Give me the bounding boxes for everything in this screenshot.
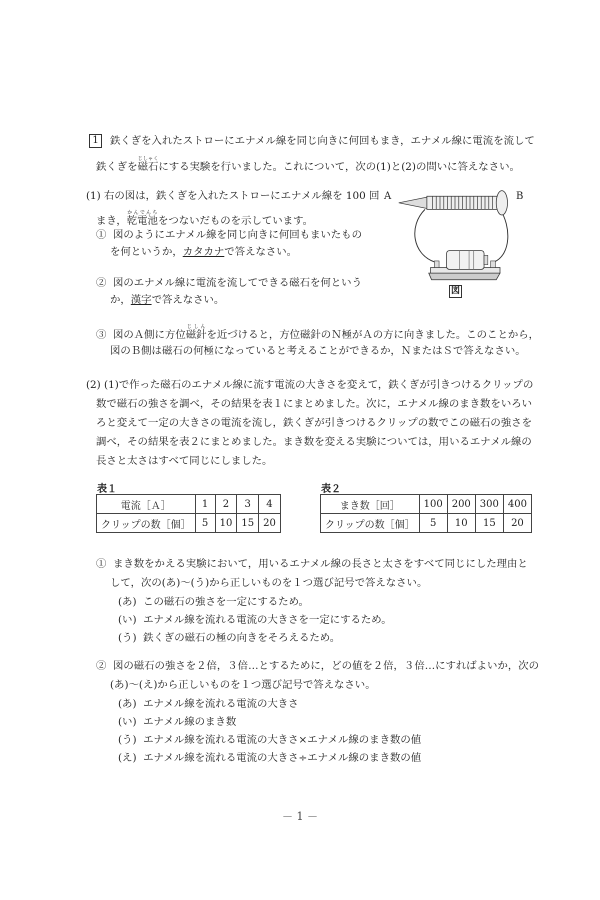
part2-text-5: 長さと太さはすべて同じにしました。 (96, 455, 273, 467)
table-cell: 15 (475, 514, 503, 533)
choice-label: (う) (118, 734, 137, 746)
nail-tip (399, 197, 427, 208)
q2-text-2b: で答えなさい。 (151, 294, 225, 306)
table-header: まき数［回］ (321, 495, 420, 514)
table-row (97, 514, 281, 533)
table-cell: 10 (447, 514, 475, 533)
part1-q3-line1 (96, 324, 539, 342)
ruby-kandenchi (126, 210, 158, 227)
q3-text-1b: を近づけると，方位磁針のＮ極がＡの方に向きました。このことから， (206, 329, 540, 341)
q1-text-2b: で答えなさい。 (224, 246, 298, 258)
part2-line1 (86, 378, 533, 392)
choice-item (118, 715, 236, 729)
table1 (96, 494, 281, 533)
part1-q2-line2 (110, 293, 224, 307)
p2q1-text-1: まき数をかえる実験において，用いるエナメル線の長さと太さをすべて同じにした理由と (113, 558, 528, 570)
part2-text-1: (1)で作った磁石のエナメル線に流す電流の大きさを変えて，鉄くぎが引きつけるクリップの (104, 379, 534, 391)
choice-label: (あ) (118, 596, 137, 608)
choice-label: (あ) (118, 698, 137, 710)
part2-q2-line2 (110, 678, 376, 692)
table2 (320, 494, 532, 533)
part2-line4 (96, 435, 532, 449)
q1-mark: ① (96, 229, 107, 241)
table-cell: 20 (259, 514, 281, 533)
question-number-box: 1 (89, 134, 102, 148)
underline-katakana: カタカナ (182, 246, 225, 258)
table-cell: 3 (237, 495, 259, 514)
electromagnet-figure (380, 185, 530, 305)
table-cell: 4 (259, 495, 281, 514)
terminal-left (434, 261, 439, 268)
q1-mark: ① (96, 558, 107, 570)
table-cell: 100 (419, 495, 447, 514)
part1-text-2a: まき， (96, 215, 127, 227)
table-cell: 300 (475, 495, 503, 514)
table-row (97, 495, 281, 514)
ruby-text: じしゃく (137, 156, 159, 162)
q1-text-2a: を何というか， (110, 246, 183, 258)
q3-text-2: 図のＢ側は磁石の何極になっていると考えることができるか，ＮまたはＳで答えなさい。 (110, 345, 526, 357)
choice-label: (い) (118, 614, 137, 626)
underline-kanji: 漢字 (130, 294, 152, 306)
ruby-text: かんでんち (126, 210, 158, 216)
choice-label: (う) (118, 632, 137, 644)
ruby-text: じしん (185, 324, 207, 330)
ruby-base: 磁針 (185, 329, 207, 341)
choice-text: エナメル線のまき数 (143, 716, 237, 728)
figure-caption: 図 (451, 286, 461, 296)
table-cell: 1 (195, 495, 215, 514)
q2-text-2a: か， (110, 294, 131, 306)
part2-label: (2) (86, 379, 101, 391)
part1-q3-line2 (110, 344, 526, 358)
part1-q1-line2 (110, 245, 297, 259)
q3-text-1a: 図のＡ側に方位 (113, 329, 186, 341)
p2q1-text-2: して，次の(あ)～(う)から正しいものを１つ選び記号で答えなさい。 (110, 577, 428, 589)
choice-text: エナメル線を流れる電流の大きさ (143, 698, 299, 710)
part2-line3 (96, 416, 532, 430)
part1-q2-line1 (96, 276, 362, 290)
part1-label: (1) (86, 190, 101, 202)
choice-text: 鉄くぎの磁石の極の向きをそろえるため。 (143, 632, 341, 644)
table-cell: 5 (195, 514, 215, 533)
choice-text: この磁石の強さを一定にするため。 (143, 596, 309, 608)
choice-item (118, 595, 309, 609)
ruby-jishaku (137, 156, 159, 173)
table1-caption: 表１ (97, 484, 117, 495)
table2-caption: 表２ (321, 484, 341, 495)
wire-right (494, 209, 507, 262)
choice-item (118, 751, 421, 765)
part2-text-3: ろと変えて一定の大きさの電流を流し，鉄くぎが引きつけるクリップの数でこの磁石の強さを (96, 417, 532, 429)
terminal-right (491, 261, 496, 268)
p2q2-text-1: 図の磁石の強さを２倍，３倍…とするために，どの値を２倍，３倍…にすればよいか，次の (113, 660, 540, 672)
choice-label: (い) (118, 716, 137, 728)
part2-q1-line1 (96, 557, 528, 571)
table-cell: 15 (237, 514, 259, 533)
table-cell: 5 (419, 514, 447, 533)
intro-text-1: 鉄くぎを入れたストローにエナメル線を同じ向きに何回もまき，エナメル線に電流を流して (110, 135, 535, 147)
q2-mark: ② (96, 277, 107, 289)
choice-text: エナメル線を流れる電流の大きさ×エナメル線のまき数の値 (143, 734, 422, 746)
battery (447, 251, 485, 270)
part1-text-1: 右の図は，鉄くぎを入れたストローにエナメル線を 100 回 (104, 190, 380, 202)
part1-line2 (96, 210, 313, 228)
nail-head (496, 191, 507, 215)
part2-q2-line1 (96, 659, 539, 673)
ruby-jishin (185, 324, 207, 341)
straw (427, 196, 497, 209)
part2-text-4: 調べ，その結果を表２にまとめました。まき数を変える実験については，用いるエナメル線の (96, 436, 532, 448)
q2-mark: ② (96, 660, 107, 672)
choice-item (118, 613, 392, 627)
table-cell: 2 (215, 495, 237, 514)
table-header: クリップの数［個］ (97, 514, 196, 533)
table-row (321, 514, 532, 533)
choice-item (118, 697, 299, 711)
choice-text: エナメル線を流れる電流の大きさ÷エナメル線のまき数の値 (143, 752, 422, 764)
q3-mark: ③ (96, 329, 107, 341)
part2-line5 (96, 454, 272, 468)
page-number: － 1 － (282, 810, 318, 823)
part2-line2 (96, 397, 532, 411)
wire-left (415, 209, 435, 262)
part1-text-2b: をつないだものを示しています。 (157, 215, 313, 227)
table-header: 電流［Ａ］ (97, 495, 196, 514)
table-cell: 10 (215, 514, 237, 533)
table-row (321, 495, 532, 514)
part1-q1-line1 (96, 228, 362, 242)
intro-text-2a: 鉄くぎを (96, 161, 138, 173)
intro-text-2b: にする実験を行いました。これについて，次の(1)と(2)の問いに答えなさい。 (158, 161, 520, 173)
choice-item (118, 733, 421, 747)
question-intro-line2 (96, 156, 520, 174)
battery-cap (484, 255, 488, 264)
battery-holder (429, 273, 500, 280)
label-b: B (516, 191, 524, 202)
part2-q1-line2 (110, 576, 427, 590)
q2-text-1: 図のエナメル線に電流を流してできる磁石を何という (113, 277, 362, 289)
part1-line1 (86, 189, 379, 203)
label-a: A (384, 191, 392, 202)
table-cell: 200 (447, 495, 475, 514)
choice-text: エナメル線を流れる電流の大きさを一定にするため。 (143, 614, 392, 626)
ruby-base: 磁石 (137, 161, 159, 173)
choice-label: (え) (118, 752, 137, 764)
q1-text-1: 図のようにエナメル線を同じ向きに何回もまいたもの (113, 229, 362, 241)
table-header: クリップの数［個］ (321, 514, 420, 533)
choice-item (118, 631, 340, 645)
question-intro-line1 (89, 134, 535, 148)
table-cell: 400 (503, 495, 531, 514)
p2q2-text-2: (あ)～(え)から正しいものを１つ選び記号で答えなさい。 (110, 679, 376, 691)
table-cell: 20 (503, 514, 531, 533)
ruby-base: 乾電池 (126, 215, 158, 227)
part2-text-2: 数で磁石の強さを調べ，その結果を表１にまとめました。次に，エナメル線のまき数をいろい (96, 398, 532, 410)
